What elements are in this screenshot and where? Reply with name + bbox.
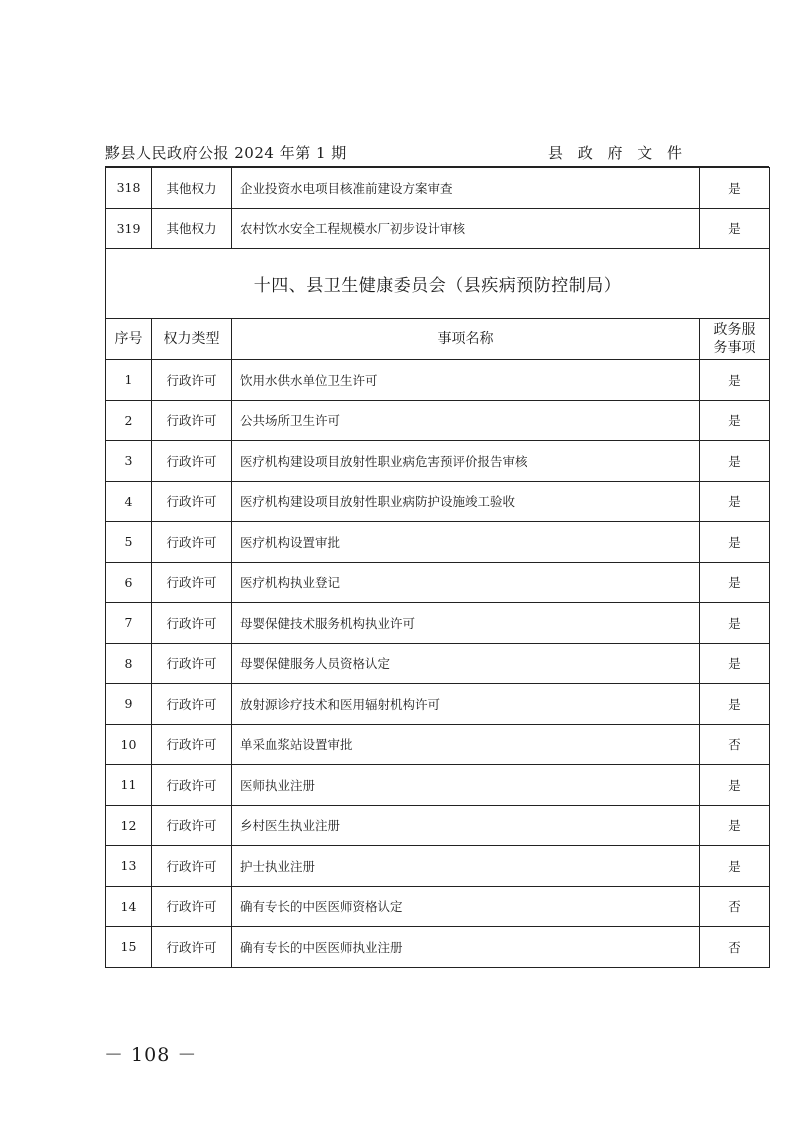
column-header-row	[106, 319, 770, 360]
service-flag: 是	[700, 684, 770, 725]
service-flag: 是	[700, 643, 770, 684]
item-name: 医疗机构建设项目放射性职业病防护设施竣工验收	[232, 481, 700, 522]
row-number: 318	[106, 168, 152, 209]
column-header-service-line1: 政务服	[713, 322, 756, 338]
table-row	[106, 168, 770, 209]
service-flag: 是	[700, 208, 770, 249]
item-name: 医疗机构建设项目放射性职业病危害预评价报告审核	[232, 441, 700, 482]
table-body	[106, 168, 770, 968]
service-flag: 是	[700, 603, 770, 644]
item-name: 确有专长的中医医师资格认定	[232, 886, 700, 927]
table-row	[106, 846, 770, 887]
table-row	[106, 765, 770, 806]
section-title: 十四、县卫生健康委员会（县疾病预防控制局）	[106, 249, 770, 319]
item-name: 医师执业注册	[232, 765, 700, 806]
item-name: 护士执业注册	[232, 846, 700, 887]
power-type: 行政许可	[152, 765, 232, 806]
table-row	[106, 886, 770, 927]
power-type: 行政许可	[152, 846, 232, 887]
service-flag: 是	[700, 168, 770, 209]
row-number: 319	[106, 208, 152, 249]
service-flag: 否	[700, 724, 770, 765]
service-flag: 是	[700, 846, 770, 887]
row-number: 8	[106, 643, 152, 684]
item-name: 母婴保健技术服务机构执业许可	[232, 603, 700, 644]
service-flag: 否	[700, 927, 770, 968]
service-flag: 是	[700, 481, 770, 522]
power-type: 行政许可	[152, 400, 232, 441]
row-number: 10	[106, 724, 152, 765]
section-row	[106, 249, 770, 319]
service-flag: 是	[700, 765, 770, 806]
row-number: 13	[106, 846, 152, 887]
table-row	[106, 481, 770, 522]
table-row	[106, 805, 770, 846]
power-type: 行政许可	[152, 522, 232, 563]
table-row	[106, 927, 770, 968]
power-type: 行政许可	[152, 441, 232, 482]
page-header	[105, 142, 687, 166]
item-name: 公共场所卫生许可	[232, 400, 700, 441]
power-type: 行政许可	[152, 481, 232, 522]
table-row	[106, 208, 770, 249]
power-type: 其他权力	[152, 168, 232, 209]
page-number: － 108 －	[104, 1044, 198, 1066]
item-name: 放射源诊疗技术和医用辐射机构许可	[232, 684, 700, 725]
item-name: 母婴保健服务人员资格认定	[232, 643, 700, 684]
power-type: 行政许可	[152, 927, 232, 968]
item-name: 确有专长的中医医师执业注册	[232, 927, 700, 968]
table-row	[106, 400, 770, 441]
row-number: 3	[106, 441, 152, 482]
power-type: 行政许可	[152, 805, 232, 846]
service-flag: 是	[700, 522, 770, 563]
service-flag: 是	[700, 805, 770, 846]
service-flag: 否	[700, 886, 770, 927]
power-type: 其他权力	[152, 208, 232, 249]
power-type: 行政许可	[152, 562, 232, 603]
row-number: 15	[106, 927, 152, 968]
item-name: 单采血浆站设置审批	[232, 724, 700, 765]
row-number: 9	[106, 684, 152, 725]
row-number: 7	[106, 603, 152, 644]
column-header-type: 权力类型	[152, 319, 232, 360]
row-number: 6	[106, 562, 152, 603]
item-name: 医疗机构设置审批	[232, 522, 700, 563]
row-number: 12	[106, 805, 152, 846]
service-flag: 是	[700, 400, 770, 441]
row-number: 4	[106, 481, 152, 522]
table-row	[106, 441, 770, 482]
table-row	[106, 684, 770, 725]
row-number: 11	[106, 765, 152, 806]
document-category: 县 政 府 文 件	[547, 144, 687, 162]
power-type: 行政许可	[152, 886, 232, 927]
power-type: 行政许可	[152, 724, 232, 765]
row-number: 5	[106, 522, 152, 563]
row-number: 1	[106, 360, 152, 401]
table-row	[106, 643, 770, 684]
item-name: 医疗机构执业登记	[232, 562, 700, 603]
power-type: 行政许可	[152, 684, 232, 725]
item-name: 饮用水供水单位卫生许可	[232, 360, 700, 401]
row-number: 2	[106, 400, 152, 441]
service-flag: 是	[700, 562, 770, 603]
service-flag: 是	[700, 441, 770, 482]
power-list-table	[105, 167, 770, 968]
column-header-service	[700, 319, 770, 360]
power-type: 行政许可	[152, 360, 232, 401]
column-header-number: 序号	[106, 319, 152, 360]
item-name: 农村饮水安全工程规模水厂初步设计审核	[232, 208, 700, 249]
column-header-service-line2: 务事项	[713, 340, 756, 356]
table-row	[106, 562, 770, 603]
item-name: 乡村医生执业注册	[232, 805, 700, 846]
row-number: 14	[106, 886, 152, 927]
table-row	[106, 603, 770, 644]
item-name: 企业投资水电项目核准前建设方案审查	[232, 168, 700, 209]
table-row	[106, 360, 770, 401]
table-row	[106, 724, 770, 765]
table-row	[106, 522, 770, 563]
power-type: 行政许可	[152, 603, 232, 644]
bulletin-issue-title: 黟县人民政府公报 2024 年第 1 期	[105, 144, 347, 162]
power-type: 行政许可	[152, 643, 232, 684]
column-header-name: 事项名称	[232, 319, 700, 360]
service-flag: 是	[700, 360, 770, 401]
